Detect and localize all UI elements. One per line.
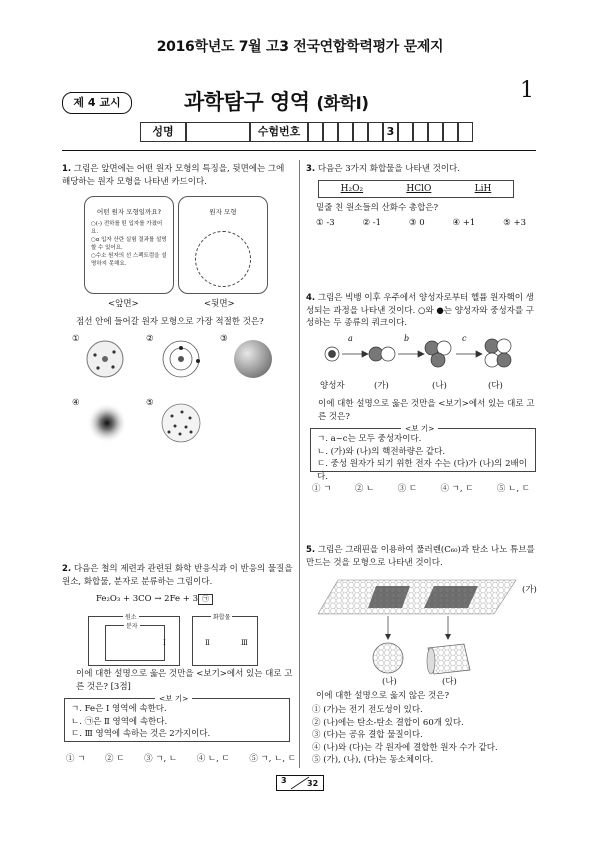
q5-choice[interactable]: ③ (다)는 공유 결합 물질이다.	[312, 730, 423, 740]
q3-text: 다음은 3가지 화합물을 나타낸 것이다.	[317, 164, 460, 174]
q1-front-item: ○(-) 전하를 띤 입자를 가졌어요.	[91, 221, 163, 235]
q4-label: (나)	[432, 381, 447, 391]
q4-arrow-label: a	[348, 334, 353, 343]
q5-choices	[312, 704, 536, 767]
q2-equation-text: Fe₂O₃ + 3CO → 2Fe + 3	[96, 594, 198, 604]
total-pages: 32	[307, 779, 319, 788]
q2-region-2: Ⅱ	[205, 639, 210, 647]
q1-choice-label[interactable]: ②	[146, 334, 154, 344]
q4-bogi-item: ㄷ. 중성 원자가 되기 위한 전자 수는 (다)가 (나)의 2배이다.	[317, 459, 527, 482]
exam-title: 2016학년도 7월 고3 전국연합학력평가 문제지	[156, 39, 444, 55]
q2-blank-box: ㉠	[198, 594, 213, 605]
q4-arrow-label: c	[462, 334, 467, 343]
q3-choices	[316, 218, 526, 228]
q1-back-label: <뒷면>	[204, 299, 235, 309]
q5-choice[interactable]: ⑤ (가), (나), (다)는 동소체이다.	[312, 755, 434, 765]
q4-label: 양성자	[320, 381, 345, 391]
q2-number: 2.	[62, 564, 72, 574]
q4-bogi-box	[310, 424, 536, 482]
q4-bogi-title: <보 기>	[401, 423, 438, 434]
exam-number-cell[interactable]	[338, 122, 353, 142]
q1-choice-3-model[interactable]	[232, 338, 274, 380]
exam-number-cell[interactable]	[428, 122, 443, 142]
current-page: 3	[281, 776, 287, 785]
exam-number-cell[interactable]	[413, 122, 428, 142]
name-label: 성명	[140, 122, 186, 142]
q1-back-card	[178, 196, 268, 294]
q3-compound: HClO	[406, 184, 432, 194]
q3-choice[interactable]: ① -3	[316, 218, 335, 228]
q4-choices	[312, 482, 530, 494]
q5-stem	[306, 544, 538, 569]
q3-choice[interactable]: ④ +1	[452, 218, 476, 228]
q2-bogi-item: ㄱ. Fe은 Ⅰ 영역에 속한다.	[71, 704, 167, 714]
q2-stem	[62, 563, 294, 588]
q3-stem	[306, 163, 538, 176]
q1-front-item: ○α 입자 산란 실험 결과를 설명할 수 있어요.	[91, 237, 167, 251]
q2-molecule-box	[105, 625, 165, 661]
q3-compound-box	[318, 180, 514, 198]
exam-number-label: 수험번호	[250, 122, 308, 142]
q1-number: 1.	[62, 164, 72, 174]
q3-number: 3.	[306, 164, 316, 174]
q4-label: (가)	[374, 381, 389, 391]
q5-text: 그림은 그래핀을 이용하여 풀러렌(C₆₀)과 탄소 나노 튜브를 만드는 것을 모형으로 나타낸 것이다.	[306, 545, 535, 568]
q2-choice[interactable]: ④ ㄴ, ㄷ	[196, 754, 230, 764]
exam-number-cell[interactable]	[458, 122, 473, 142]
q4-text: 그림은 빅뱅 이후 우주에서 양성자로부터 헬륨 원자핵이 생성되는 과정을 나타낸 것이다. ○와 ●는 양성자와 중성자를 구성하는 두 종류의 쿼크이다.	[306, 293, 535, 328]
q2-choice[interactable]: ③ ㄱ, ㄴ	[144, 754, 178, 764]
q2-equation	[96, 593, 213, 606]
q5-question: 이에 대한 설명으로 옳지 않은 것은?	[316, 691, 450, 701]
q3-choice[interactable]: ② -1	[362, 218, 382, 228]
q1-dashed-circle	[195, 231, 251, 287]
q1-front-card	[84, 196, 174, 294]
q4-choice[interactable]: ④ ㄱ, ㄷ	[440, 484, 474, 494]
q1-front-title: 어떤 원자 모형일까요?	[96, 208, 162, 216]
q5-label-na: (나)	[382, 677, 397, 687]
q1-choice-4-model[interactable]	[86, 402, 128, 444]
exam-number-cell[interactable]	[368, 122, 383, 142]
student-info-row	[140, 122, 473, 142]
q5-label-ga: (가)	[522, 585, 537, 595]
q1-choice-label[interactable]: ①	[72, 334, 80, 344]
q2-choice[interactable]: ② ㄷ	[105, 754, 125, 764]
q1-question: 점선 안에 들어갈 원자 모형으로 가장 적절한 것은?	[76, 317, 264, 327]
exam-number-cell: 3	[383, 122, 398, 142]
q2-choice[interactable]: ① ㄱ	[66, 754, 86, 764]
q4-choice[interactable]: ⑤ ㄴ, ㄷ	[496, 484, 530, 494]
q1-stem	[62, 163, 294, 188]
q1-choice-5-model[interactable]	[160, 402, 202, 444]
q4-choice[interactable]: ① ㄱ	[312, 484, 332, 494]
q1-front-item: ○수소 원자의 선 스펙트럼을 설명하지 못해요.	[91, 253, 167, 267]
q1-front-list	[91, 220, 167, 268]
q2-bogi-box	[64, 694, 290, 742]
name-field[interactable]	[186, 122, 250, 142]
q3-compound: LiH	[474, 184, 492, 194]
q4-number: 4.	[306, 293, 316, 303]
q2-question: 이에 대한 설명으로 옳은 것만을 <보기>에서 있는 대로 고른 것은? [3점]	[76, 669, 293, 692]
q1-choice-2-model[interactable]	[160, 338, 202, 380]
subject-paren: (화학Ⅰ)	[316, 94, 369, 114]
q4-label: (다)	[488, 381, 503, 391]
q4-diagram	[318, 334, 538, 380]
page-number: 1	[520, 78, 534, 103]
q2-text: 다음은 철의 제련과 관련된 화학 반응식과 이 반응의 물질을 원소, 화합물, 분자로 분류하는 그림이다.	[62, 564, 293, 587]
exam-number-cell[interactable]	[308, 122, 323, 142]
q5-number: 5.	[306, 545, 316, 555]
q2-region-3: Ⅲ	[241, 639, 248, 647]
q2-element-box	[88, 616, 180, 666]
exam-number-cell[interactable]	[398, 122, 413, 142]
exam-number-cell[interactable]	[353, 122, 368, 142]
column-divider	[299, 160, 300, 768]
q2-choice[interactable]: ⑤ ㄱ, ㄴ, ㄷ	[249, 754, 296, 764]
q1-text: 그림은 앞면에는 어떤 원자 모형의 특징을, 뒷면에는 그에 해당하는 원자 모형을 나타낸 카드이다.	[62, 164, 285, 187]
q2-molecule-label: 분자	[126, 623, 138, 630]
q2-bogi-item: ㄴ. ㉠은 Ⅱ 영역에 속한다.	[71, 716, 168, 727]
q4-bogi-item: ㄴ. (가)와 (나)의 핵전하량은 같다.	[317, 446, 446, 457]
exam-number-cell[interactable]	[323, 122, 338, 142]
q2-compound-box	[192, 616, 258, 666]
q1-choice-label[interactable]: ③	[220, 334, 228, 344]
q5-choice[interactable]: ② (나)에는 탄소-탄소 결합이 60개 있다.	[312, 717, 464, 728]
subject-title	[184, 86, 369, 116]
q4-arrow-label: b	[404, 334, 410, 343]
q2-element-label: 원소	[125, 614, 137, 621]
header-rule	[62, 150, 536, 151]
q5-label-da: (다)	[442, 677, 457, 687]
q3-compound: H₂O₂	[340, 184, 364, 194]
q1-choice-label[interactable]: ④	[72, 398, 80, 408]
subject-name: 과학탐구 영역	[184, 90, 310, 114]
page-indicator	[276, 775, 324, 791]
q1-back-title: 원자 모형	[209, 208, 237, 216]
q4-choice[interactable]: ③ ㄷ	[397, 484, 418, 494]
q3-choice[interactable]: ③ 0	[408, 218, 425, 228]
q1-front-label: <앞면>	[108, 299, 139, 309]
q5-choice[interactable]: ④ (나)와 (다)는 각 원자에 결합한 원자 수가 같다.	[312, 742, 498, 753]
q2-compound-label: 화합물	[213, 614, 231, 621]
q4-choice[interactable]: ② ㄴ	[354, 484, 375, 494]
q2-choices	[66, 752, 296, 764]
q1-choice-label[interactable]: ⑤	[146, 398, 154, 408]
q4-bogi-item: ㄱ. a~c는 모두 중성자이다.	[317, 434, 422, 444]
q2-bogi-title: <보 기>	[155, 693, 192, 704]
q3-choice[interactable]: ⑤ +3	[503, 218, 526, 228]
q5-choice[interactable]: ① (가)는 전기 전도성이 있다.	[312, 705, 423, 715]
period-badge: 제 4 교시	[62, 92, 132, 114]
q1-choice-1-model[interactable]	[86, 340, 124, 378]
q3-question: 밑줄 친 원소들의 산화수 총합은?	[316, 203, 439, 213]
q4-question: 이에 대한 설명으로 옳은 것만을 <보기>에서 있는 대로 고른 것은?	[318, 399, 535, 422]
q4-stem	[306, 292, 538, 330]
q2-region-1: Ⅰ	[163, 639, 166, 647]
q5-diagram	[318, 572, 518, 684]
q2-bogi-item: ㄷ. Ⅲ 영역에 속하는 것은 2가지이다.	[71, 729, 211, 739]
exam-number-cell[interactable]	[443, 122, 458, 142]
